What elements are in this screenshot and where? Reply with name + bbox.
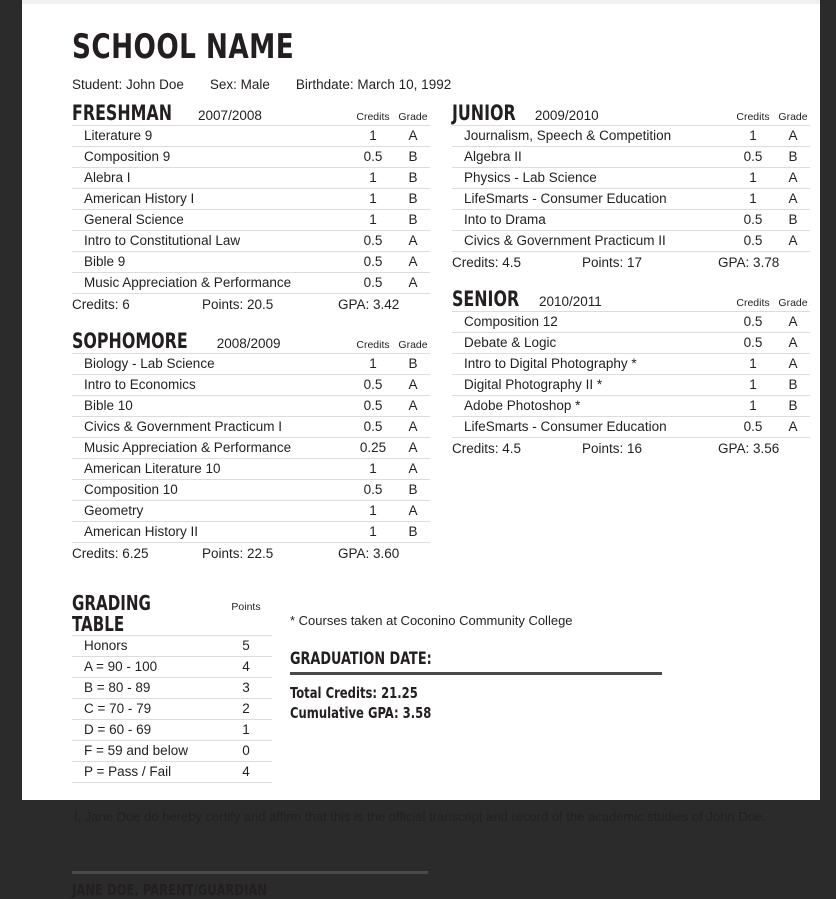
summary-block: [290, 589, 778, 783]
section-header-senior: [452, 288, 810, 310]
section-years: 2008/2009: [216, 336, 281, 352]
section-gpa: GPA: 3.42: [338, 297, 400, 313]
table-row: [72, 480, 430, 501]
table-row: [452, 189, 810, 210]
course-grade: A: [396, 501, 430, 522]
grading-table-title: GRADING TABLE: [72, 591, 151, 637]
student-birthdate: Birthdate: March 10, 1992: [295, 77, 452, 92]
course-credits: 0.5: [730, 147, 776, 168]
course-name: Music Appreciation & Performance: [72, 438, 350, 459]
course-grade: B: [776, 375, 810, 396]
lower-area: [72, 589, 778, 783]
course-name: American History II: [72, 522, 350, 543]
course-name: Intro to Digital Photography *: [452, 354, 730, 375]
grade-column-header: Grade: [398, 339, 428, 352]
section-points-total: Points: 16: [582, 441, 643, 457]
course-credits: 0.5: [730, 312, 776, 333]
table-row: [452, 417, 810, 438]
grade-column-header: Grade: [778, 111, 808, 123]
course-table: [72, 125, 430, 294]
table-row: [72, 396, 430, 417]
course-credits: 1: [730, 396, 776, 417]
course-grade: A: [776, 333, 810, 354]
course-credits: 0.5: [350, 231, 396, 252]
section-years: 2010/2011: [538, 294, 602, 310]
grading-table: [72, 635, 272, 783]
table-row: [72, 459, 430, 480]
section-gpa: GPA: 3.78: [718, 255, 780, 271]
course-credits: 0.5: [350, 396, 396, 417]
course-credits: 0.5: [350, 273, 396, 294]
course-credits: 0.5: [350, 480, 396, 501]
course-grade: A: [396, 252, 430, 273]
course-credits: 0.5: [730, 231, 776, 252]
course-credits: 0.5: [730, 210, 776, 231]
course-grade: B: [396, 522, 430, 543]
table-row: [72, 678, 272, 699]
course-grade: A: [776, 417, 810, 438]
course-credits: 1: [730, 189, 776, 210]
table-row: [72, 147, 430, 168]
footnote: * Courses taken at Coconino Community College: [290, 613, 573, 629]
course-credits: 0.5: [730, 333, 776, 354]
table-row: [452, 126, 810, 147]
course-credits: 0.5: [730, 417, 776, 438]
course-name: Physics - Lab Science: [452, 168, 730, 189]
course-name: Music Appreciation & Performance: [72, 273, 350, 294]
course-name: Composition 9: [72, 147, 350, 168]
total-credits: Total Credits: 21.25: [290, 683, 418, 702]
course-name: Biology - Lab Science: [72, 354, 350, 375]
table-row: [72, 762, 272, 783]
transcript-page: [22, 4, 820, 899]
table-row: [72, 720, 272, 741]
course-credits: 1: [350, 501, 396, 522]
grading-scale-label: P = Pass / Fail: [72, 762, 220, 783]
student-info-line: [72, 77, 778, 92]
grading-scale-points: 0: [220, 741, 272, 762]
course-credits: 0.5: [350, 252, 396, 273]
course-table: [452, 125, 810, 252]
course-grade: A: [776, 189, 810, 210]
table-row: [72, 126, 430, 147]
section-credits-total: Credits: 6: [72, 297, 130, 313]
section-points-total: Points: 22.5: [202, 546, 274, 562]
section-years: 2007/2008: [198, 108, 262, 123]
course-grade: B: [776, 396, 810, 417]
course-credits: 1: [730, 126, 776, 147]
section-gpa: GPA: 3.56: [718, 441, 780, 457]
grade-column-header: Grade: [398, 111, 428, 123]
table-row: [72, 417, 430, 438]
course-grade: A: [776, 126, 810, 147]
course-grade: A: [396, 273, 430, 294]
table-row: [72, 168, 430, 189]
course-credits: 0.5: [350, 375, 396, 396]
student-sex: Sex: Male: [209, 77, 270, 92]
grading-scale-label: D = 60 - 69: [72, 720, 220, 741]
course-name: American Literature 10: [72, 459, 350, 480]
grade-column-header: Grade: [778, 297, 808, 310]
course-credits: 1: [350, 168, 396, 189]
section-points-total: Points: 20.5: [202, 297, 274, 313]
section-gpa: GPA: 3.60: [338, 546, 400, 562]
course-credits: 0.5: [350, 417, 396, 438]
course-name: LifeSmarts - Consumer Education: [452, 417, 730, 438]
credits-column-header: Credits: [356, 339, 390, 352]
grading-scale-label: A = 90 - 100: [72, 657, 220, 678]
course-grade: A: [396, 438, 430, 459]
table-row: [72, 210, 430, 231]
table-row: [452, 168, 810, 189]
course-credits: 1: [730, 168, 776, 189]
graduation-date-label: GRADUATION DATE:: [290, 649, 432, 670]
grading-scale-label: Honors: [72, 636, 220, 657]
section-header-freshman: [72, 102, 430, 124]
course-credits: 1: [730, 354, 776, 375]
course-name: Geometry: [72, 501, 350, 522]
course-credits: 0.5: [350, 147, 396, 168]
course-grade: A: [396, 126, 430, 147]
section-points-total: Points: 17: [582, 255, 643, 271]
course-grade: B: [396, 210, 430, 231]
table-row: [72, 501, 430, 522]
table-row: [452, 231, 810, 252]
signature-line: [72, 871, 428, 874]
course-grade: A: [396, 396, 430, 417]
grading-table-header: [72, 593, 272, 635]
section-credits-total: Credits: 6.25: [72, 546, 149, 562]
course-grade: A: [396, 231, 430, 252]
course-grade: A: [776, 312, 810, 333]
table-row: [72, 189, 430, 210]
credits-column-header: Credits: [356, 111, 390, 123]
grading-scale-points: 1: [220, 720, 272, 741]
course-name: Civics & Government Practicum II: [452, 231, 730, 252]
table-row: [452, 210, 810, 231]
course-name: Literature 9: [72, 126, 350, 147]
section-header-junior: [452, 102, 810, 124]
section-title: JUNIOR: [452, 101, 516, 125]
course-credits: 1: [350, 522, 396, 543]
grading-scale-label: C = 70 - 79: [72, 699, 220, 720]
table-row: [452, 375, 810, 396]
course-credits: 1: [350, 459, 396, 480]
left-column: [72, 102, 430, 579]
signature-name: JANE DOE, PARENT/GUARDIAN: [72, 881, 268, 899]
course-name: Adobe Photoshop *: [452, 396, 730, 417]
grading-scale-label: B = 80 - 89: [72, 678, 220, 699]
table-row: [452, 312, 810, 333]
section-years: 2009/2010: [534, 108, 599, 123]
table-row: [72, 375, 430, 396]
grading-scale-points: 3: [220, 678, 272, 699]
course-name: Intro to Economics: [72, 375, 350, 396]
course-credits: 0.25: [350, 438, 396, 459]
credits-column-header: Credits: [736, 111, 770, 123]
grading-scale-points: 4: [220, 762, 272, 783]
graduation-date-rule: [290, 672, 662, 675]
section-totals: [72, 543, 430, 561]
course-grade: A: [776, 168, 810, 189]
course-grade: A: [396, 459, 430, 480]
page-title: SCHOOL NAME: [72, 27, 295, 67]
course-credits: 1: [350, 354, 396, 375]
course-credits: 1: [730, 375, 776, 396]
table-row: [72, 231, 430, 252]
course-grade: B: [396, 480, 430, 501]
grading-scale-points: 4: [220, 657, 272, 678]
course-grade: B: [396, 354, 430, 375]
table-row: [72, 438, 430, 459]
credits-column-header: Credits: [736, 297, 770, 310]
course-name: LifeSmarts - Consumer Education: [452, 189, 730, 210]
section-title: SENIOR: [452, 287, 520, 312]
course-grade: A: [776, 231, 810, 252]
course-name: General Science: [72, 210, 350, 231]
table-row: [452, 147, 810, 168]
course-name: Algebra II: [452, 147, 730, 168]
table-row: [452, 354, 810, 375]
course-grade: A: [396, 375, 430, 396]
course-grade: B: [396, 168, 430, 189]
table-row: [452, 396, 810, 417]
course-grade: B: [396, 189, 430, 210]
course-grade: B: [776, 147, 810, 168]
table-row: [72, 522, 430, 543]
section-title: SOPHOMORE: [72, 329, 188, 354]
cumulative-gpa: Cumulative GPA: 3.58: [290, 703, 432, 722]
student-name: Student: John Doe: [72, 77, 184, 92]
course-name: Journalism, Speech & Competition: [452, 126, 730, 147]
certification-statement: I, Jane Doe do hereby certify and affirm that this is the official transcript and record of the academic studies of John Doe.: [74, 809, 766, 825]
grading-table-block: [72, 593, 272, 783]
course-credits: 1: [350, 189, 396, 210]
course-name: Into to Drama: [452, 210, 730, 231]
right-column: [452, 102, 810, 579]
course-grade: A: [396, 417, 430, 438]
section-totals: [452, 252, 810, 270]
course-table: [452, 311, 810, 438]
grading-scale-label: F = 59 and below: [72, 741, 220, 762]
table-row: [72, 741, 272, 762]
table-row: [452, 333, 810, 354]
course-grade: B: [776, 210, 810, 231]
section-title: FRESHMAN: [72, 101, 172, 125]
course-name: Bible 10: [72, 396, 350, 417]
course-name: American History I: [72, 189, 350, 210]
table-row: [72, 273, 430, 294]
table-row: [72, 636, 272, 657]
section-totals: [452, 438, 810, 456]
grading-scale-points: 2: [220, 699, 272, 720]
course-table: [72, 353, 430, 543]
section-totals: [72, 294, 430, 312]
course-name: Intro to Constitutional Law: [72, 231, 350, 252]
course-grade: B: [396, 147, 430, 168]
section-credits-total: Credits: 4.5: [452, 441, 522, 457]
course-name: Debate & Logic: [452, 333, 730, 354]
course-name: Civics & Government Practicum I: [72, 417, 350, 438]
course-name: Composition 12: [452, 312, 730, 333]
table-row: [72, 699, 272, 720]
course-name: Alebra I: [72, 168, 350, 189]
transcript-columns: [72, 101, 808, 579]
table-row: [72, 354, 430, 375]
section-header-sophomore: [72, 330, 430, 352]
course-name: Digital Photography II *: [452, 375, 730, 396]
course-grade: A: [776, 354, 810, 375]
table-row: [72, 657, 272, 678]
grading-scale-points: 5: [220, 636, 272, 657]
grading-points-header: Points: [231, 601, 261, 614]
table-row: [72, 252, 430, 273]
section-credits-total: Credits: 4.5: [452, 255, 522, 271]
course-credits: 1: [350, 126, 396, 147]
course-name: Bible 9: [72, 252, 350, 273]
course-name: Composition 10: [72, 480, 350, 501]
course-credits: 1: [350, 210, 396, 231]
